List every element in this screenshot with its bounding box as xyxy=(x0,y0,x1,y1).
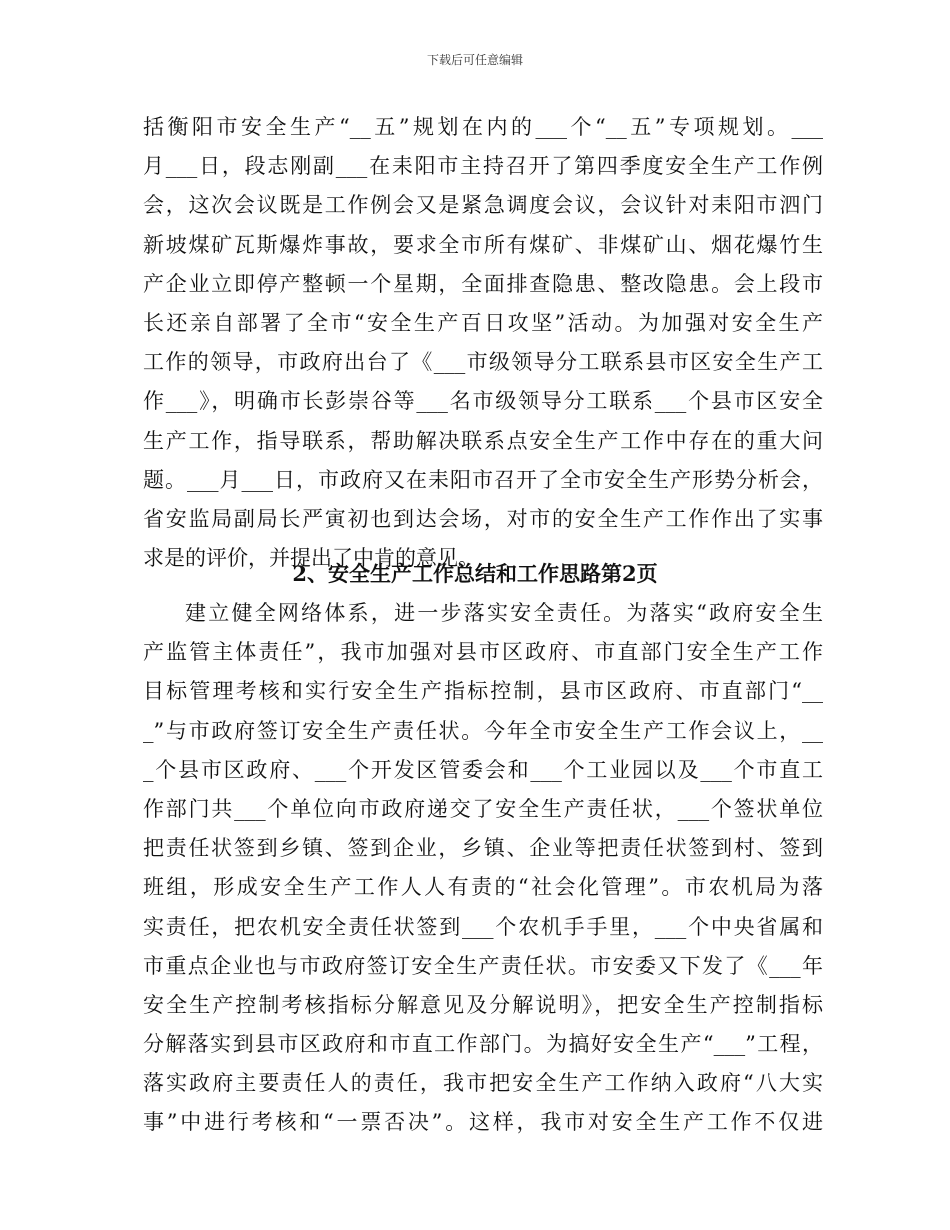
text-line: 省安监局副局长严寅初也到达会场，对市的安全生产工作作出了实事 xyxy=(143,506,823,531)
text-line: 目标管理考核和实行安全生产指标控制，县市区政府、市直部门“__ xyxy=(143,679,823,704)
section-heading: 2、安全生产工作总结和工作思路第2页 xyxy=(292,561,658,586)
text-line: 分解落实到县市区政府和市直工作部门。为搞好安全生产“___”工程， xyxy=(143,1032,823,1057)
page-header: 下载后可任意编辑 xyxy=(426,53,523,67)
text-line: _个县市区政府、___个开发区管委会和___个工业园以及___个市直工 xyxy=(143,757,823,782)
paragraph-1 xyxy=(143,108,823,578)
text-line: 生产工作，指导联系，帮助解决联系点安全生产工作中存在的重大问 xyxy=(143,428,823,453)
text-line: 作___》，明确市长彭崇谷等___名市级领导分工联系___个县市区安全 xyxy=(143,389,823,414)
text-line: 建立健全网络体系，进一步落实安全责任。为落实“政府安全生 xyxy=(185,601,823,625)
text-line: 产企业立即停产整顿一个星期，全面排查隐患、整改隐患。会上段市 xyxy=(143,271,823,296)
text-line: 市重点企业也与市政府签订安全生产责任状。市安委又下发了《___年 xyxy=(143,953,823,978)
text-line: 工作的领导，市政府出台了《___市级领导分工联系县市区安全生产工 xyxy=(143,350,823,375)
text-line: 月___日，段志刚副___在耒阳市主持召开了第四季度安全生产工作例 xyxy=(143,154,823,179)
text-line: 会，这次会议既是工作例会又是紧急调度会议，会议针对耒阳市泗门 xyxy=(143,193,823,218)
text-line: 产监管主体责任”，我市加强对县市区政府、市直部门安全生产工作 xyxy=(143,640,823,665)
text-line: 作部门共___个单位向市政府递交了安全生产责任状，___个签状单位 xyxy=(143,796,823,821)
text-line: 实责任，把农机安全责任状签到___个农机手手里，___个中央省属和 xyxy=(143,914,823,939)
text-line: 把责任状签到乡镇、签到企业，乡镇、企业等把责任状签到村、签到 xyxy=(143,836,823,861)
text-line: 安全生产控制考核指标分解意见及分解说明》，把安全生产控制指标 xyxy=(143,992,823,1017)
text-line: 括衡阳市安全生产“__五”规划在内的___个“__五”专项规划。___ xyxy=(143,115,823,139)
text-line: 长还亲自部署了全市“安全生产百日攻坚”活动。为加强对安全生产 xyxy=(143,310,823,335)
text-line: 事”中进行考核和“一票否决”。这样，我市对安全生产工作不仅进 xyxy=(143,1110,823,1135)
text-line: 新坡煤矿瓦斯爆炸事故，要求全市所有煤矿、非煤矿山、烟花爆竹生 xyxy=(143,232,823,257)
paragraph-2 xyxy=(143,594,823,1143)
text-line: _”与市政府签订安全生产责任状。今年全市安全生产工作会议上，__ xyxy=(143,718,823,743)
text-line: 落实政府主要责任人的责任，我市把安全生产工作纳入政府“八大实 xyxy=(143,1071,823,1096)
text-line: 题。___月___日，市政府又在耒阳市召开了全市安全生产形势分析会， xyxy=(143,467,823,492)
text-line: 求是的评价，并提出了中肯的意见。 xyxy=(143,546,479,571)
text-line: 班组，形成安全生产工作人人有责的“社会化管理”。市农机局为落 xyxy=(143,875,823,900)
